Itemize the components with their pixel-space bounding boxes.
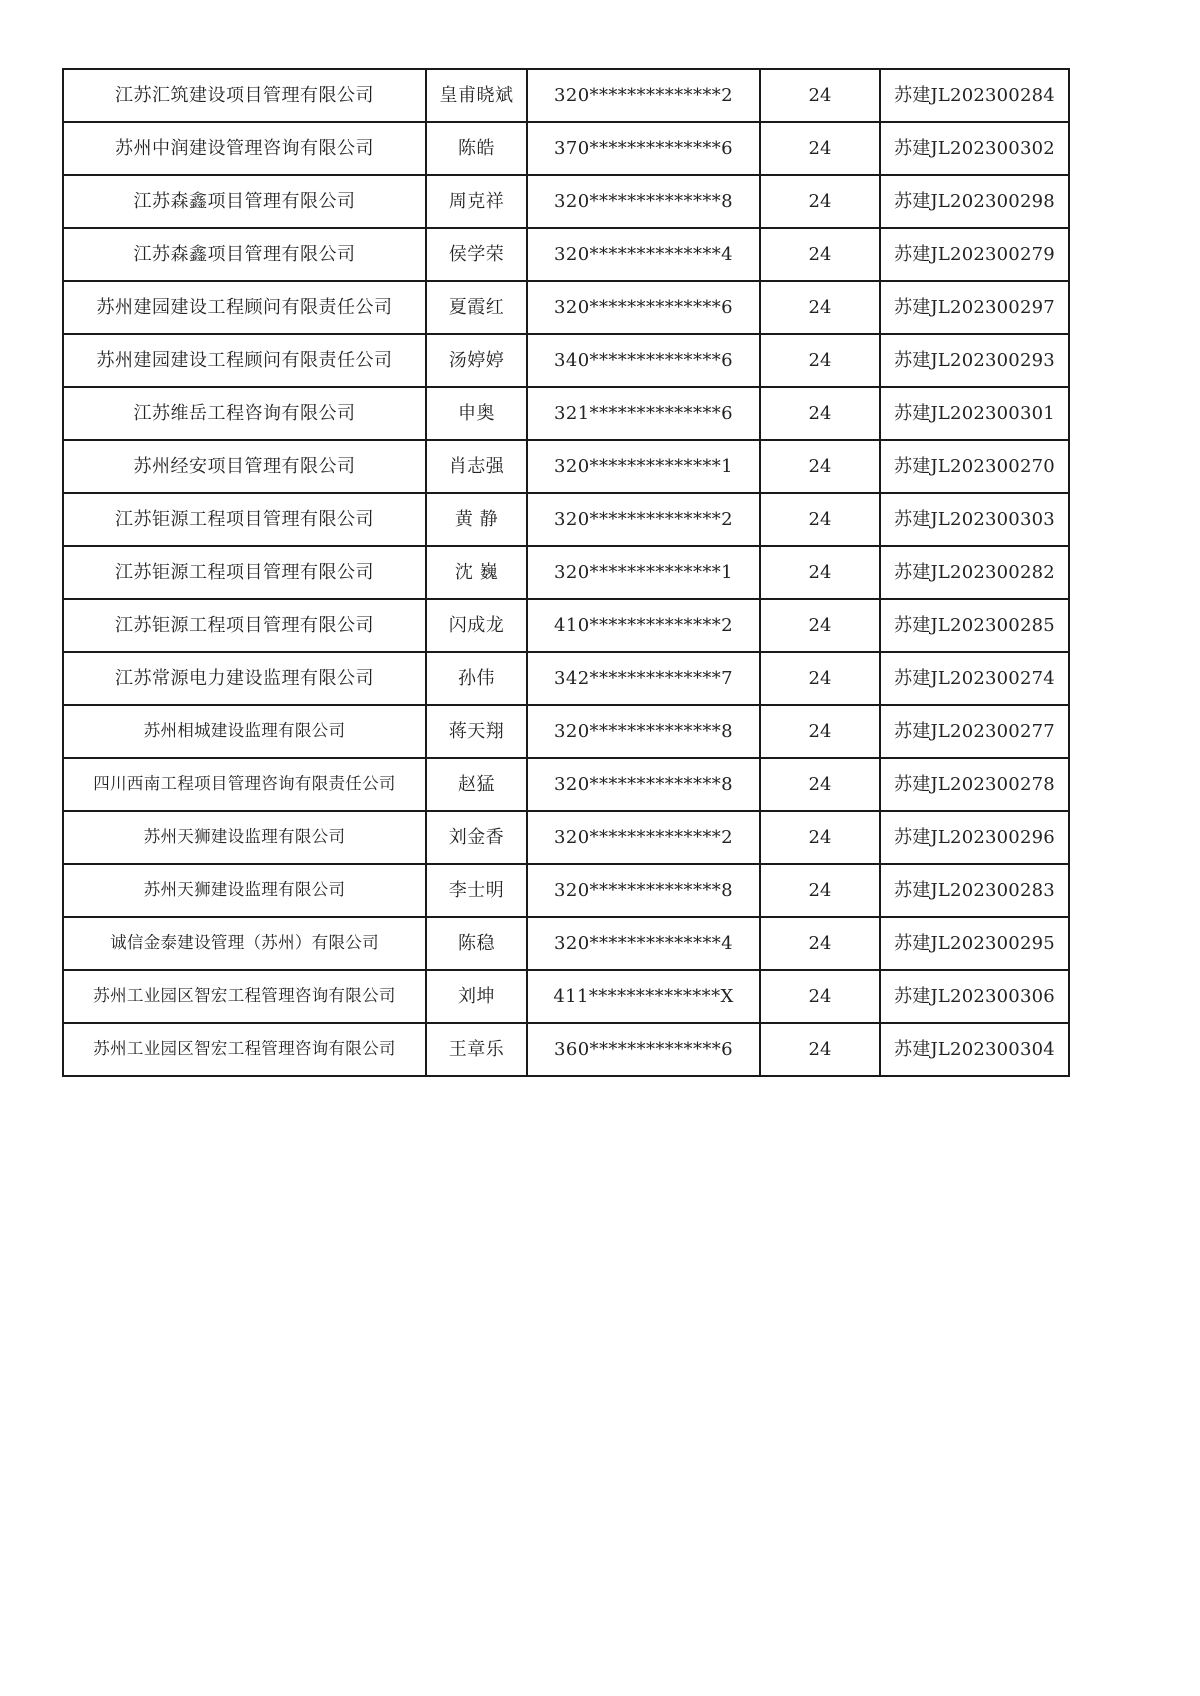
- hours-cell: 24: [760, 652, 880, 705]
- company-cell: 苏州经安项目管理有限公司: [63, 440, 426, 493]
- certificate-number-cell: 苏建JL202300296: [880, 811, 1069, 864]
- certificate-number-cell: 苏建JL202300279: [880, 228, 1069, 281]
- company-cell: 江苏维岳工程咨询有限公司: [63, 387, 426, 440]
- table-row: [63, 864, 1069, 917]
- person-name-cell: 王章乐: [426, 1023, 527, 1076]
- person-name-cell: 侯学荣: [426, 228, 527, 281]
- company-cell: 苏州天狮建设监理有限公司: [63, 811, 426, 864]
- hours-cell: 24: [760, 917, 880, 970]
- table-row: [63, 175, 1069, 228]
- id-number-cell: 320**************8: [527, 175, 760, 228]
- id-number-cell: 320**************2: [527, 69, 760, 122]
- company-cell: 诚信金泰建设管理（苏州）有限公司: [63, 917, 426, 970]
- person-name-cell: 蒋天翔: [426, 705, 527, 758]
- company-cell: 苏州中润建设管理咨询有限公司: [63, 122, 426, 175]
- person-name-cell: 沈 巍: [426, 546, 527, 599]
- id-number-cell: 320**************6: [527, 281, 760, 334]
- id-number-cell: 320**************8: [527, 758, 760, 811]
- id-number-cell: 320**************2: [527, 811, 760, 864]
- person-name-cell: 肖志强: [426, 440, 527, 493]
- company-cell: 江苏钜源工程项目管理有限公司: [63, 546, 426, 599]
- company-cell: 四川西南工程项目管理咨询有限责任公司: [63, 758, 426, 811]
- hours-cell: 24: [760, 758, 880, 811]
- hours-cell: 24: [760, 546, 880, 599]
- table-row: [63, 970, 1069, 1023]
- certificate-number-cell: 苏建JL202300278: [880, 758, 1069, 811]
- id-number-cell: 320**************2: [527, 493, 760, 546]
- person-name-cell: 申奥: [426, 387, 527, 440]
- company-cell: 江苏常源电力建设监理有限公司: [63, 652, 426, 705]
- id-number-cell: 321**************6: [527, 387, 760, 440]
- id-number-cell: 320**************1: [527, 440, 760, 493]
- certificate-number-cell: 苏建JL202300293: [880, 334, 1069, 387]
- personnel-table: [62, 68, 1070, 1077]
- person-name-cell: 孙伟: [426, 652, 527, 705]
- certificate-number-cell: 苏建JL202300298: [880, 175, 1069, 228]
- company-cell: 江苏森鑫项目管理有限公司: [63, 175, 426, 228]
- person-name-cell: 皇甫晓斌: [426, 69, 527, 122]
- person-name-cell: 周克祥: [426, 175, 527, 228]
- person-name-cell: 闪成龙: [426, 599, 527, 652]
- table-row: [63, 652, 1069, 705]
- person-name-cell: 黄 静: [426, 493, 527, 546]
- certificate-number-cell: 苏建JL202300301: [880, 387, 1069, 440]
- id-number-cell: 320**************8: [527, 864, 760, 917]
- company-cell: 江苏钜源工程项目管理有限公司: [63, 599, 426, 652]
- table-row: [63, 705, 1069, 758]
- certificate-number-cell: 苏建JL202300304: [880, 1023, 1069, 1076]
- person-name-cell: 赵猛: [426, 758, 527, 811]
- certificate-number-cell: 苏建JL202300295: [880, 917, 1069, 970]
- table-row: [63, 440, 1069, 493]
- hours-cell: 24: [760, 69, 880, 122]
- table-row: [63, 69, 1069, 122]
- person-name-cell: 夏霞红: [426, 281, 527, 334]
- certificate-number-cell: 苏建JL202300297: [880, 281, 1069, 334]
- person-name-cell: 刘金香: [426, 811, 527, 864]
- person-name-cell: 李士明: [426, 864, 527, 917]
- table-row: [63, 122, 1069, 175]
- table-row: [63, 917, 1069, 970]
- id-number-cell: 411**************X: [527, 970, 760, 1023]
- id-number-cell: 360**************6: [527, 1023, 760, 1076]
- company-cell: 江苏森鑫项目管理有限公司: [63, 228, 426, 281]
- company-cell: 苏州工业园区智宏工程管理咨询有限公司: [63, 1023, 426, 1076]
- id-number-cell: 340**************6: [527, 334, 760, 387]
- hours-cell: 24: [760, 970, 880, 1023]
- company-cell: 苏州相城建设监理有限公司: [63, 705, 426, 758]
- table-row: [63, 599, 1069, 652]
- id-number-cell: 320**************4: [527, 228, 760, 281]
- id-number-cell: 410**************2: [527, 599, 760, 652]
- hours-cell: 24: [760, 1023, 880, 1076]
- hours-cell: 24: [760, 387, 880, 440]
- hours-cell: 24: [760, 175, 880, 228]
- certificate-number-cell: 苏建JL202300282: [880, 546, 1069, 599]
- hours-cell: 24: [760, 811, 880, 864]
- hours-cell: 24: [760, 122, 880, 175]
- certificate-number-cell: 苏建JL202300270: [880, 440, 1069, 493]
- hours-cell: 24: [760, 599, 880, 652]
- certificate-number-cell: 苏建JL202300277: [880, 705, 1069, 758]
- certificate-number-cell: 苏建JL202300306: [880, 970, 1069, 1023]
- table-row: [63, 387, 1069, 440]
- certificate-number-cell: 苏建JL202300283: [880, 864, 1069, 917]
- person-name-cell: 刘坤: [426, 970, 527, 1023]
- table-row: [63, 493, 1069, 546]
- hours-cell: 24: [760, 281, 880, 334]
- certificate-number-cell: 苏建JL202300303: [880, 493, 1069, 546]
- company-cell: 江苏钜源工程项目管理有限公司: [63, 493, 426, 546]
- hours-cell: 24: [760, 334, 880, 387]
- table-row: [63, 811, 1069, 864]
- id-number-cell: 320**************8: [527, 705, 760, 758]
- table-row: [63, 546, 1069, 599]
- company-cell: 苏州建园建设工程顾问有限责任公司: [63, 281, 426, 334]
- company-cell: 苏州工业园区智宏工程管理咨询有限公司: [63, 970, 426, 1023]
- table-row: [63, 1023, 1069, 1076]
- hours-cell: 24: [760, 440, 880, 493]
- company-cell: 苏州天狮建设监理有限公司: [63, 864, 426, 917]
- company-cell: 江苏汇筑建设项目管理有限公司: [63, 69, 426, 122]
- table-row: [63, 228, 1069, 281]
- id-number-cell: 320**************1: [527, 546, 760, 599]
- table-row: [63, 281, 1069, 334]
- certificate-number-cell: 苏建JL202300302: [880, 122, 1069, 175]
- hours-cell: 24: [760, 705, 880, 758]
- id-number-cell: 342**************7: [527, 652, 760, 705]
- certificate-number-cell: 苏建JL202300274: [880, 652, 1069, 705]
- person-name-cell: 陈皓: [426, 122, 527, 175]
- hours-cell: 24: [760, 864, 880, 917]
- certificate-number-cell: 苏建JL202300284: [880, 69, 1069, 122]
- hours-cell: 24: [760, 493, 880, 546]
- person-name-cell: 陈稳: [426, 917, 527, 970]
- company-cell: 苏州建园建设工程顾问有限责任公司: [63, 334, 426, 387]
- id-number-cell: 370**************6: [527, 122, 760, 175]
- person-name-cell: 汤婷婷: [426, 334, 527, 387]
- hours-cell: 24: [760, 228, 880, 281]
- certificate-number-cell: 苏建JL202300285: [880, 599, 1069, 652]
- id-number-cell: 320**************4: [527, 917, 760, 970]
- table-row: [63, 334, 1069, 387]
- table-row: [63, 758, 1069, 811]
